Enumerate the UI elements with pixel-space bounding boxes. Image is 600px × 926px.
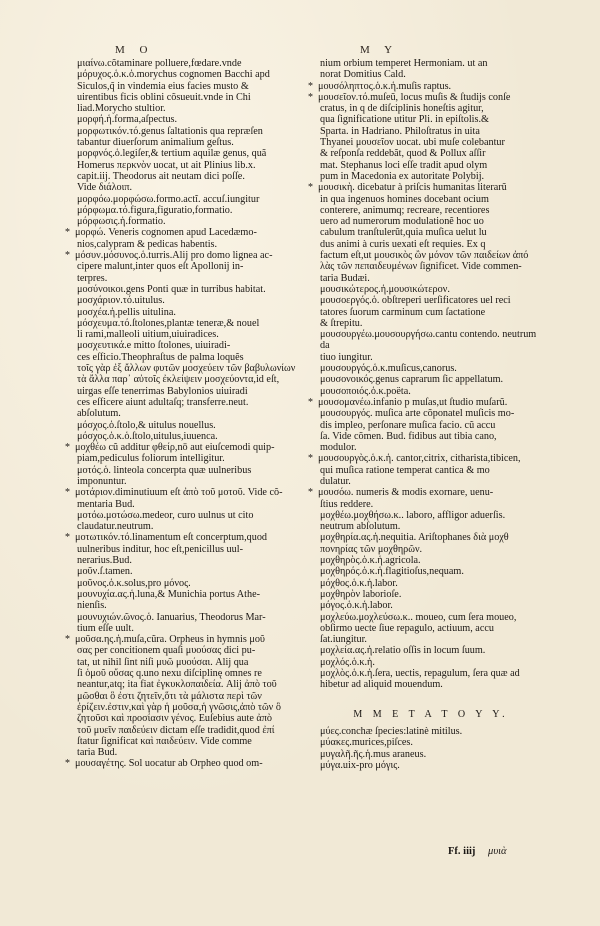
entry-text: μοχθέω.μοχθήσω.κ.. laboro, affligor aduerſis. <box>320 509 506 521</box>
dictionary-entry <box>308 453 542 465</box>
entry-text: dulatur. <box>320 475 351 487</box>
dictionary-entry <box>65 487 299 499</box>
entry-text: & reſponſa reddebãt, quod & Pollux aſſir <box>320 148 486 160</box>
entry-text: μουσόω. numeris & modis exornare, uenu- <box>318 487 494 499</box>
dictionary-entry <box>77 194 299 205</box>
entry-text: μυγαλῆ.ῆς.ἡ.mus araneus. <box>320 748 427 760</box>
dictionary-entry <box>77 148 299 159</box>
entry-text: μοχθέω cũ additur φθείρ,nō aut eiuſcemodi quip- <box>75 442 275 454</box>
entry-text: λὰς τῶν πεπαιδευμένων ſignificet. Vide commen- <box>320 261 522 273</box>
signature-mark <box>448 846 507 857</box>
dictionary-entry <box>320 532 542 543</box>
dictionary-entry <box>77 397 299 408</box>
entry-text: imponuntur. <box>77 475 127 487</box>
entry-text: μουσικώτερος.ἡ.μουσικώτερον. <box>320 283 450 295</box>
entry-text: ces eſficere aiunt adultaſq; transferre.neut. <box>77 396 249 408</box>
entry-text: nerarius.Bud. <box>77 555 132 567</box>
entry-text: μουσονοικός.genus caprarum ſic appellatum. <box>320 374 504 386</box>
entry-text: μουσοποιός.ὁ.κ.poëta. <box>320 385 411 397</box>
signature-text: Ff. iiij <box>448 846 476 857</box>
dictionary-entry <box>320 148 542 159</box>
dictionary-entry <box>65 532 299 544</box>
entry-text: qua ſignificatione utitur Pli. in epiſtolis.& <box>320 114 489 126</box>
dictionary-entry <box>77 352 299 363</box>
dictionary-entry <box>320 510 542 521</box>
entry-text: obſirmo uecte ſiue repagulo, actiuum, accu <box>320 622 494 634</box>
dictionary-entry <box>320 58 542 69</box>
dictionary-entry <box>77 374 299 385</box>
entry-text: μοτόω.μοτώσω.medeor, curo uulnus ut cito <box>77 509 254 521</box>
entry-text: Thyanei μουσεῖον uocat. ubi muſe colebantur <box>320 137 505 149</box>
dictionary-entry <box>65 758 299 770</box>
entry-text: dis impleo, perſonare muſica facio. cũ accu <box>320 419 496 431</box>
dictionary-entry <box>320 442 542 453</box>
entry-text: tat, ut nihil ſint niſi μυῶ μυούσαι. Alij qua <box>77 656 249 668</box>
dictionary-entry <box>77 510 299 521</box>
entry-text: μορφόω.μορφώσω.formo.actĩ. accuſ.iungitur <box>77 193 260 205</box>
dictionary-entry <box>77 702 299 713</box>
entry-text: cratus, in q de diſciplinis honeſtis agitur, <box>320 103 484 115</box>
dictionary-entry <box>320 612 542 623</box>
dictionary-entry <box>77 92 299 103</box>
entry-text: ζητοῦσι καὶ προσίασιν γένος. Euſebius aute ἀπὸ <box>77 713 272 725</box>
entry-text: abſolutum. <box>77 408 121 420</box>
dictionary-entry <box>320 420 542 431</box>
entry-text: σας per concitionem quaſi μυούσας dici pu- <box>77 645 256 657</box>
entry-text: neantur,atq; ita fiat ἐγκυκλοπαιδεία. Alij ἀπὸ τοῦ <box>77 679 277 691</box>
dictionary-entry <box>320 318 542 329</box>
dictionary-entry <box>320 726 542 737</box>
entry-text: μουνυχία.ας.ἡ.luna,& Munichia portus Athe- <box>77 588 260 600</box>
asterisk-mark: * <box>308 453 313 465</box>
dictionary-entry <box>320 126 542 137</box>
dictionary-entry <box>320 194 542 205</box>
entry-text: claudatur.neutrum. <box>77 521 154 533</box>
dictionary-entry <box>320 295 542 306</box>
dictionary-entry <box>320 114 542 125</box>
dictionary-entry <box>77 499 299 510</box>
entry-text: ſi ὁμοῦ οὔσας q.uno nexu diſciplinę omnes re <box>77 668 262 680</box>
entry-text: μοτωτικόν.τό.linamentum eſt concerptum,quod <box>75 532 268 544</box>
entry-text: μοτός.ὁ. linteola concerpta quæ uulneribus <box>77 464 252 476</box>
dictionary-entry <box>320 216 542 227</box>
dictionary-entry <box>77 171 299 182</box>
entry-text: μόσυν.μόσυνος.ὁ.turris.Alij pro domo lignea ac- <box>75 250 273 262</box>
entry-text: μύγα.uix-pro μόγις. <box>320 759 400 771</box>
dictionary-entry <box>320 476 542 487</box>
entry-text: τοῖς γὰρ ἐξ ἄλλων φυτῶν μοσχεύειν τῶν βαβυλωνίων <box>77 363 296 375</box>
dictionary-entry <box>320 465 542 476</box>
entry-text: capit.iij. Theodorus ait neutam dici poſſe. <box>77 170 245 182</box>
entry-text: modulor. <box>320 442 357 454</box>
asterisk-mark: * <box>65 532 70 544</box>
dictionary-entry <box>77 555 299 566</box>
dictionary-entry <box>65 442 299 454</box>
entry-text: tiuo iungitur. <box>320 351 373 363</box>
dictionary-entry <box>308 182 542 194</box>
entry-text: μοῦν.ſ.tamen. <box>77 566 133 578</box>
entry-text: ἐρίζειν.ἐστιν,καὶ γὰρ ἡ μοῦσα,ἡ γνῶσις,ἀπὸ τῶν ὃ <box>77 701 281 713</box>
entry-text: terpres. <box>77 272 108 284</box>
entry-text: taria Bud. <box>77 747 118 759</box>
entry-text: μουσουργὸς.ὁ.κ.ἡ. cantor,citrix, citharista,tibicen, <box>318 453 521 465</box>
entry-text: μόχθος.ὁ.κ.ἡ.labor. <box>320 577 398 589</box>
entry-text: uirentibus ficis oblini cõsueuit.vnde in Chi <box>77 91 251 103</box>
dictionary-entry <box>320 760 542 771</box>
dictionary-entry <box>320 227 542 238</box>
running-head-right: M Y <box>360 44 399 56</box>
dictionary-entry <box>77 205 299 216</box>
dictionary-entry <box>77 58 299 69</box>
dictionary-entry <box>320 499 542 510</box>
dictionary-entry <box>320 589 542 600</box>
entry-text: μοσχέα.ἡ.pellis uitulina. <box>77 306 176 318</box>
dictionary-entry <box>308 396 542 408</box>
entry-text: μοχθηρός.ὁ.κ.ἡ.flagitioſus,nequam. <box>320 566 464 578</box>
entry-text: μοῦνος.ὁ.κ.solus,pro μόνος. <box>77 577 191 589</box>
dictionary-entry <box>77 713 299 724</box>
entry-text: Vide διάλοιπ. <box>77 182 133 194</box>
entry-text: μορφνός.ὁ.legiſer,& tertium aquilæ genus, quã <box>77 148 267 160</box>
section-entries <box>320 726 542 771</box>
entry-text: tabantur diuerſorum animalium geſtus. <box>77 137 234 149</box>
entry-text: μοχλός.ὁ.κ.ἡ. <box>320 656 375 668</box>
entry-text: mentaria Bud. <box>77 498 135 510</box>
entry-text: in qua ingenuos homines docebant ocium <box>320 193 489 205</box>
dictionary-entry <box>77 691 299 702</box>
entry-text: piam,pediculus foliorum intelligitur. <box>77 453 225 465</box>
entry-text: ces eſficio.Theophraſtus de palma loquẽs <box>77 351 244 363</box>
entry-text: μοσύνοικοι.gens Ponti quæ in turribus habitat. <box>77 283 266 295</box>
dictionary-entry <box>77 657 299 668</box>
entry-text: πονηρίας τῶν μοχθηρῶν. <box>320 543 423 555</box>
dictionary-entry <box>77 137 299 148</box>
dictionary-entry <box>77 126 299 137</box>
entry-text: μουσόληπτος.ὁ.κ.ἡ.muſis raptus. <box>318 80 452 92</box>
entry-text: ſat.iungitur. <box>320 634 367 646</box>
right-column <box>308 58 542 771</box>
asterisk-mark: * <box>308 487 313 499</box>
dictionary-entry <box>77 578 299 589</box>
entry-text: μόσχος.ὁ.ſtolo,& uitulus nouellus. <box>77 419 216 431</box>
dictionary-entry <box>320 329 542 352</box>
entry-text: μουσικὴ. dicebatur à priſcis humanitas literarũ <box>318 182 507 194</box>
dictionary-entry <box>320 645 542 656</box>
dictionary-entry <box>320 679 542 690</box>
dictionary-entry <box>320 521 542 532</box>
dictionary-entry <box>77 420 299 431</box>
entry-text: μύες.conchæ ſpecies:latinè mitilus. <box>320 725 463 737</box>
entry-text: conterere, animumq; recreare, recentiores <box>320 204 490 216</box>
dictionary-entry <box>320 363 542 374</box>
entry-text: μουσουργός.ὁ.κ.muſicus,canorus. <box>320 363 457 375</box>
entry-text: cipere malunt,inter quos eſt Apollonij in- <box>77 261 244 273</box>
entry-text: τοῦ μυεῖν παιδεύειν dictam eſſe tradidit,quod ἐπί <box>77 724 275 736</box>
entry-text: μοσχάριον.τό.uitulus. <box>77 295 165 307</box>
asterisk-mark: * <box>308 91 313 103</box>
entry-text: μουσουργός. muſica arte cõponatel muſicis mo- <box>320 408 515 420</box>
dictionary-entry <box>77 103 299 114</box>
entry-text: cabulum tranſtulerũt,quia muſica uelut lu <box>320 227 487 239</box>
dictionary-entry <box>65 250 299 262</box>
entry-text: nium orbium temperet Hermoniam. ut an <box>320 58 488 69</box>
entry-text: μορφώ. Veneris cognomen apud Lacedæmo- <box>75 227 257 239</box>
entry-text: μοχθηρία.ας.ἡ.nequitia. Ariſtophanes διὰ μοχθ <box>320 532 509 544</box>
dictionary-entry <box>77 318 299 329</box>
entry-text: pum in Macedonia ex autoritate Polybij. <box>320 170 485 182</box>
entry-text: Sparta. in Hadriano. Philoſtratus in uita <box>320 125 480 137</box>
dictionary-entry <box>77 668 299 679</box>
entry-text: μοχθηρὸς.ὁ.κ.ἡ.agricola. <box>320 555 421 567</box>
dictionary-entry <box>320 261 542 272</box>
entry-text: ſa. Vide cõmen. Bud. fidibus aut tibia cano, <box>320 430 497 442</box>
entry-text: μῶσθαι ὃ ἐστι ζητεῖν,ὅτι τὰ μάλιστα περὶ τῶν <box>77 690 262 702</box>
dictionary-entry <box>320 205 542 216</box>
dictionary-entry <box>320 634 542 645</box>
entry-text: μόσχος.ὁ.κ.ὁ.ſtolo,uitulus,iuuenca. <box>77 430 218 442</box>
dictionary-entry <box>77 623 299 634</box>
entry-text: μοχλεύω.μοχλεύσω.κ.. moueo, cum ſera moueo, <box>320 611 517 623</box>
entry-text: τὰ ἄλλα παρ᾽ αὐτοῖς ἐκλείψειν μοσχεύοντα,id eſt, <box>77 374 280 386</box>
dictionary-entry <box>320 307 542 318</box>
dictionary-entry <box>77 160 299 171</box>
dictionary-entry <box>308 91 542 103</box>
dictionary-entry <box>77 239 299 250</box>
entry-text: μόγος.ὁ.κ.ἡ.labor. <box>320 600 393 612</box>
entry-text: μόσχευμα.τό.ſtolones,plantæ teneræ,& nouel <box>77 317 260 329</box>
entry-text: li rami,malleoli uitium,uiuiradices. <box>77 329 219 341</box>
dictionary-entry <box>320 374 542 385</box>
asterisk-mark: * <box>65 487 70 499</box>
asterisk-mark: * <box>65 250 70 262</box>
entry-text: hibetur ad aliquid mouendum. <box>320 679 443 691</box>
dictionary-entry <box>320 250 542 261</box>
entry-text: μουσοεργός.ὁ. obſtreperi uerſificatores uel reci <box>320 295 511 307</box>
entry-text: μουσουργέω.μουσουργήσω.cantu contendo. neutrum da <box>320 329 537 352</box>
entry-text: μοῦσα.ης.ἡ.muſa,cũra. Orpheus in hymnis μοῦ <box>75 634 265 646</box>
entry-text: dus animi à curis uexati eſt requies. Ex q <box>320 238 486 250</box>
dictionary-entry <box>320 668 542 679</box>
entry-text: ſtius reddere. <box>320 498 374 510</box>
dictionary-entry <box>77 340 299 351</box>
entry-text: μοχλεία.ας.ἡ.relatio oſſis in locum ſuum. <box>320 645 486 657</box>
entry-text: μόρυχος.ὁ.κ.ὁ.morychus cognomen Bacchi apd <box>77 69 270 81</box>
dictionary-entry <box>77 307 299 318</box>
right-entries <box>308 58 542 691</box>
asterisk-mark: * <box>308 396 313 408</box>
dictionary-entry <box>77 114 299 125</box>
dictionary-entry <box>77 216 299 227</box>
entry-text: μόρφωσις.ἡ.formatio. <box>77 216 166 228</box>
dictionary-entry <box>320 273 542 284</box>
dictionary-entry <box>320 69 542 80</box>
entry-text: liad.Morycho stultior. <box>77 103 166 115</box>
dictionary-entry <box>77 679 299 690</box>
entry-text: ſtatur ſignificat καὶ παιδεύειν. Vide comme <box>77 735 252 747</box>
dictionary-entry <box>77 736 299 747</box>
left-column <box>65 58 299 770</box>
entry-text: nios,calypram & pedicas habentis. <box>77 238 218 250</box>
dictionary-entry <box>320 239 542 250</box>
dictionary-entry <box>320 284 542 295</box>
dictionary-entry <box>77 725 299 736</box>
dictionary-entry <box>77 476 299 487</box>
entry-text: uero ad numerorum modulationẽ hoc uo <box>320 216 484 228</box>
dictionary-entry <box>77 747 299 758</box>
asterisk-mark: * <box>308 80 313 92</box>
entry-text: neutrum abſolutum. <box>320 521 401 533</box>
entry-text: μοχθηρὸν laborioſe. <box>320 588 402 600</box>
entry-text: taria Budæi. <box>320 272 370 284</box>
dictionary-entry <box>77 612 299 623</box>
dictionary-entry <box>77 566 299 577</box>
entry-text: μορφωτικόν.τό.genus ſaltationis qua repræſen <box>77 125 263 137</box>
dictionary-entry <box>320 749 542 760</box>
entry-text: μοσχευτικά.e mitto ſtolones, uiuiradi- <box>77 340 231 352</box>
asterisk-mark: * <box>65 227 70 239</box>
entry-text: μοχλὸς.ὁ.κ.ἡ.ſera, uectis, repagulum, ſera quæ ad <box>320 668 520 680</box>
dictionary-entry <box>320 657 542 668</box>
entry-text: mat. Stephanus loci eſſe tradit apud olym <box>320 159 488 171</box>
entry-text: μουσαγέτης. Sol uocatur ab Orpheo quod om- <box>75 758 263 770</box>
entry-text: μόρφωμα.τό.figura,figuratio,formatio. <box>77 204 233 216</box>
dictionary-entry <box>320 408 542 419</box>
dictionary-entry <box>77 363 299 374</box>
entry-text: μύακες.murices,piſces. <box>320 737 413 749</box>
dictionary-entry <box>320 137 542 148</box>
dictionary-entry <box>77 182 299 193</box>
entry-text: μορφή.ἡ.forma,aſpectus. <box>77 114 178 126</box>
dictionary-entry <box>320 578 542 589</box>
dictionary-entry <box>77 284 299 295</box>
dictionary-entry <box>308 487 542 499</box>
catchword: μυιὰ <box>488 846 507 857</box>
dictionary-entry <box>77 408 299 419</box>
dictionary-entry <box>77 81 299 92</box>
dictionary-entry <box>77 386 299 397</box>
entry-text: norat Domitius Cald. <box>320 69 406 81</box>
entry-text: tium eſſe uult. <box>77 622 134 634</box>
entry-text: tatores ſuorum carminum cum ſactatione <box>320 306 486 318</box>
entry-text: & ſtrepitu. <box>320 317 363 329</box>
dictionary-entry <box>308 80 542 92</box>
dictionary-entry <box>77 453 299 464</box>
asterisk-mark: * <box>65 442 70 454</box>
dictionary-entry <box>77 329 299 340</box>
dictionary-entry <box>77 589 299 600</box>
dictionary-entry <box>320 171 542 182</box>
dictionary-entry <box>320 431 542 442</box>
dictionary-entry <box>320 555 542 566</box>
dictionary-entry <box>320 386 542 397</box>
entry-text: μουνυχιών.ῶνος.ὁ. Ianuarius, Theodorus Mar- <box>77 611 266 623</box>
dictionary-entry <box>77 261 299 272</box>
running-head-left: M O <box>115 44 154 56</box>
entry-text: factum eſt,ut μουσικὸς ὢν μόνον τῶν παιδείων ἀπό <box>320 250 529 262</box>
dictionary-entry <box>65 634 299 646</box>
dictionary-entry <box>77 645 299 656</box>
entry-text: μοτάριον.diminutiuum eſt ἀπὸ τοῦ μοτοῦ. Vide cõ- <box>75 487 283 499</box>
entry-text: uulneribus inditur, hoc eſt,penicillus uul- <box>77 543 243 555</box>
entry-text: Homerus περκνὸν uocat, ut ait Plinius lib.x. <box>77 159 256 171</box>
dictionary-entry <box>77 600 299 611</box>
dictionary-entry <box>77 465 299 476</box>
entry-text: μουσεῖον.τό.muſeũ, locus muſis & ſtudijs conſe <box>318 91 511 103</box>
dictionary-entry <box>320 600 542 611</box>
dictionary-entry <box>77 544 299 555</box>
asterisk-mark: * <box>65 634 70 646</box>
dictionary-entry <box>77 295 299 306</box>
dictionary-entry <box>320 544 542 555</box>
dictionary-entry <box>77 69 299 80</box>
dictionary-entry <box>77 521 299 532</box>
entry-text: μουσομανέω.infanio p muſas,ut ſtudio muſarũ. <box>318 396 508 408</box>
dictionary-entry <box>77 273 299 284</box>
entry-text: qui muſica ratione temperat cantica & mo <box>320 464 490 476</box>
dictionary-entry <box>65 227 299 239</box>
dictionary-entry <box>320 352 542 363</box>
dictionary-entry <box>320 566 542 577</box>
asterisk-mark: * <box>308 182 313 194</box>
dictionary-entry <box>320 737 542 748</box>
dictionary-entry <box>320 103 542 114</box>
dictionary-entry <box>77 431 299 442</box>
dictionary-entry <box>320 160 542 171</box>
entry-text: μιαίνω.cõtaminare polluere,fœdare.vnde <box>77 58 242 69</box>
entry-text: Siculos,q̃ in vindemia eius facies musto & <box>77 80 249 92</box>
asterisk-mark: * <box>65 758 70 770</box>
section-title: M M E T A T O Y Y. <box>353 708 509 720</box>
dictionary-entry <box>320 623 542 634</box>
entry-text: uirgas eſſe tenerrimas Babylonios uiuiradi <box>77 385 248 397</box>
entry-text: nienſis. <box>77 600 107 612</box>
